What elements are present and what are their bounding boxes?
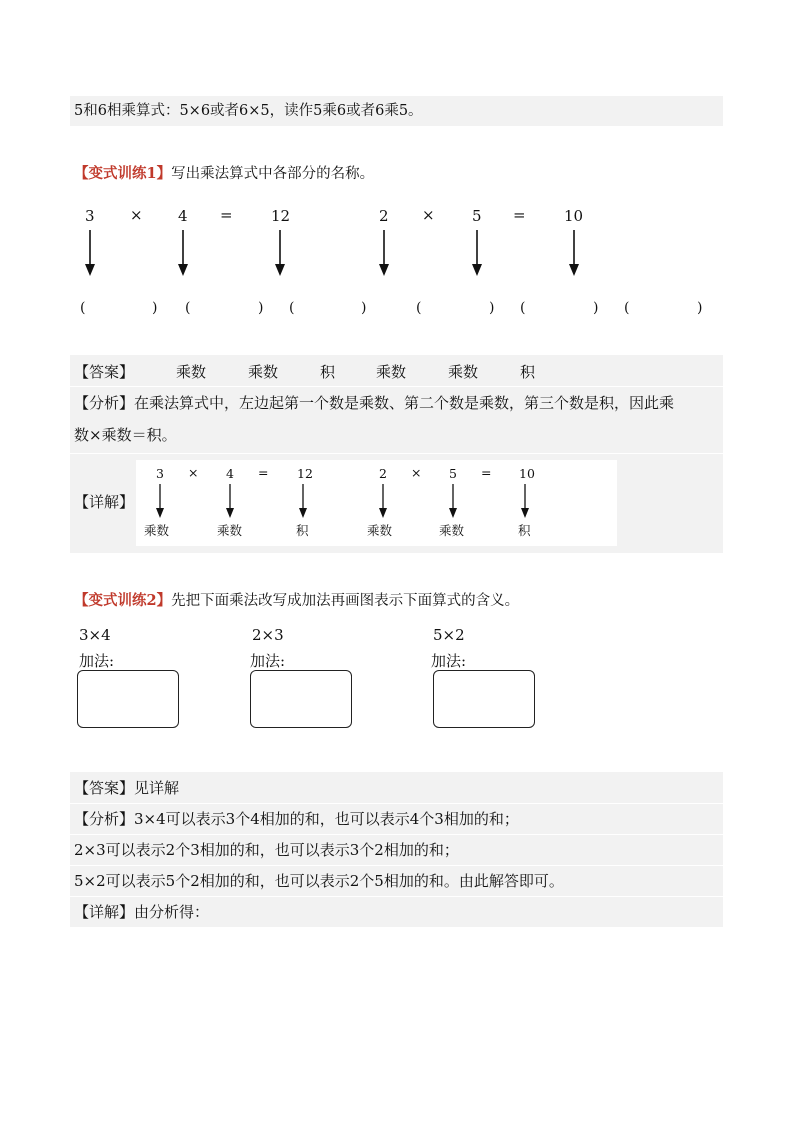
- blank-6-open: (: [624, 300, 630, 316]
- ex2-analysis-line-3: 5×2可以表示5个2相加的和，也可以表示2个5相加的和。由此解答即可。: [74, 872, 564, 890]
- eq2-equals-sign: =: [513, 206, 526, 224]
- detail-arrows: [0, 0, 794, 560]
- exercise-1-tag: 【变式训练1】: [74, 165, 172, 182]
- detail-name-2: 乘数: [217, 523, 243, 538]
- detail-eq2-equals: =: [481, 465, 492, 480]
- ex2-label-3: 加法:: [431, 652, 467, 670]
- ex2-expr-1: 3×4: [79, 626, 111, 644]
- ex2-answer-text: 见详解: [134, 779, 180, 797]
- answer-box-2[interactable]: [250, 670, 352, 728]
- detail-eq1-times: ×: [188, 465, 199, 480]
- ex2-analysis-label: 【分析】: [74, 810, 135, 828]
- blank-5-close: ): [593, 300, 599, 316]
- blank-4-close: ): [489, 300, 495, 316]
- ex2-analysis-line-1: [74, 809, 519, 829]
- eq2-factor-1: 2: [379, 207, 389, 225]
- answer-item-6: 积: [520, 363, 536, 381]
- answer-box-1[interactable]: [77, 670, 179, 728]
- answer-label: 【答案】: [74, 363, 135, 381]
- band-divider: [70, 896, 723, 897]
- ex2-detail-text: 由分析得：: [134, 903, 210, 921]
- ex2-label-1: 加法:: [79, 652, 115, 670]
- eq1-factor-2: 4: [178, 207, 188, 225]
- ex2-analysis-text-1: 3×4可以表示3个4相加的和，也可以表示4个3相加的和；: [134, 810, 519, 828]
- answer-item-2: 乘数: [248, 363, 279, 381]
- exercise-2-question: 先把下面乘法改写成加法再画图表示下面算式的含义。: [171, 593, 520, 609]
- exercise-1-question: 写出乘法算式中各部分的名称。: [171, 166, 375, 182]
- blank-1-close: ): [152, 300, 158, 316]
- blank-3-open: (: [289, 300, 295, 316]
- eq2-factor-2: 5: [472, 207, 482, 225]
- detail-eq2-factor-2: 5: [449, 466, 457, 481]
- exercise-2-tag: 【变式训练2】: [74, 592, 172, 609]
- blank-2-open: (: [185, 300, 191, 316]
- blank-3-close: ): [361, 300, 367, 316]
- answer-item-5: 乘数: [448, 363, 479, 381]
- intro-text: 5和6相乘算式：5×6或者6×5，读作5乘6或者6乘5。: [74, 103, 423, 119]
- exercise-2-heading: [74, 591, 519, 611]
- eq1-product: 12: [271, 207, 291, 225]
- detail-name-3: 积: [296, 523, 309, 538]
- band-divider: [70, 834, 723, 835]
- analysis-text-1: 在乘法算式中，左边起第一个数是乘数、第二个数是乘数，第三个数是积，因此乘: [134, 394, 675, 412]
- analysis-label: 【分析】: [74, 394, 135, 412]
- eq1-factor-1: 3: [85, 207, 95, 225]
- detail-name-6: 积: [518, 523, 531, 538]
- detail-label: 【详解】: [74, 493, 135, 511]
- ex2-answer-label: 【答案】: [74, 779, 135, 797]
- ex2-detail-line: [74, 902, 209, 922]
- detail-eq1-product: 12: [297, 466, 313, 481]
- answer-item-4: 乘数: [376, 363, 407, 381]
- eq1-equals-sign: =: [220, 206, 233, 224]
- detail-eq1-factor-1: 3: [156, 466, 164, 481]
- blank-6-close: ): [697, 300, 703, 316]
- analysis-line-2: 数×乘数＝积。: [74, 426, 177, 444]
- answer-box-3[interactable]: [433, 670, 535, 728]
- detail-name-5: 乘数: [439, 523, 465, 538]
- ex2-analysis-line-2: 2×3可以表示2个3相加的和，也可以表示3个2相加的和；: [74, 841, 459, 859]
- band-divider: [70, 865, 723, 866]
- detail-eq1-factor-2: 4: [226, 466, 234, 481]
- blank-4-open: (: [416, 300, 422, 316]
- eq2-product: 10: [564, 207, 584, 225]
- ex2-answer-line: [74, 778, 179, 798]
- answer-item-1: 乘数: [176, 363, 207, 381]
- ex2-expr-3: 5×2: [433, 626, 465, 644]
- detail-eq2-times: ×: [411, 465, 422, 480]
- detail-name-4: 乘数: [367, 523, 393, 538]
- detail-eq2-factor-1: 2: [379, 466, 387, 481]
- blank-2-close: ): [258, 300, 264, 316]
- eq2-times-sign: ×: [422, 206, 435, 224]
- ex2-detail-label: 【详解】: [74, 903, 135, 921]
- ex2-label-2: 加法:: [250, 652, 286, 670]
- ex2-expr-2: 2×3: [252, 626, 284, 644]
- detail-eq2-product: 10: [519, 466, 535, 481]
- detail-eq1-equals: =: [258, 465, 269, 480]
- band-divider: [70, 803, 723, 804]
- eq1-times-sign: ×: [130, 206, 143, 224]
- answer-item-3: 积: [320, 363, 336, 381]
- blank-5-open: (: [520, 300, 526, 316]
- detail-name-1: 乘数: [144, 523, 170, 538]
- blank-1-open: (: [80, 300, 86, 316]
